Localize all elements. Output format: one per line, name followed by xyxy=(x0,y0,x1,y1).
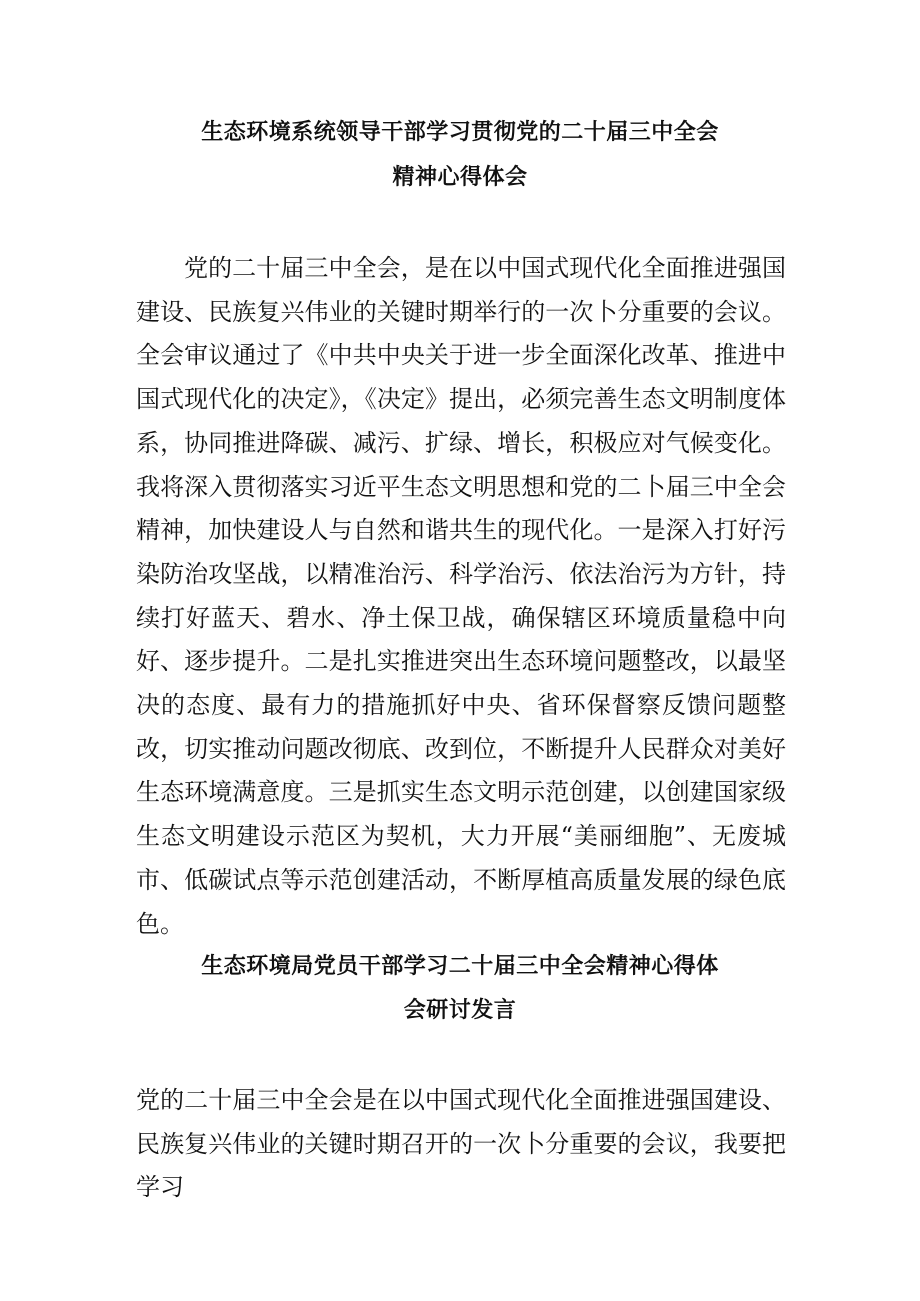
section2-title-line2: 会研讨发言 xyxy=(403,998,517,1023)
section2-title-line1: 生态环境局党员干部学习二十届三中全会精神心得体 xyxy=(201,954,719,979)
section2-paragraph: 党的二十届三中全会是在以中国式现代化全面推进强国建设、民族复兴伟业的关键时期召开的一次卜分重要的会议，我要把学习 xyxy=(136,1086,786,1202)
section1-title-line1: 生态环境系统领导干部学习贯彻党的二十届三中全会 xyxy=(201,120,719,145)
section1-title-line2: 精神心得体会 xyxy=(392,165,528,190)
section1-paragraph: 党的二十届三中全会，是在以中国式现代化全面推进强国建设、民族复兴伟业的关键时期举行的一次卜分重要的会议。全会审议通过了《中共中央关于进一步全面深化改革、推进中国式现代化的决定》，《决定》提出，必须完善生态文明制度体系，协同推进降碳、减污、扩绿、增长，积极应对气候变化。我将深入贯彻落实习近平生态文明思想和党的二卜届三中全会精神，加快建设人与自然和谐共生的现代化。一是深入打好污染防治攻坚战，以精准治污、科学治污、依法治污为方针，持续打好蓝天、碧水、净土保卫战，确保辖区环境质量稳中向好、逐步提升。二是扎实推进突出生态环境问题整改，以最坚决的态度、最有力的措施抓好中央、省环保督察反馈问题整改，切实推动问题改彻底、改到位，不断提升人民群众对美好生态环境满意度。三是抓实生态文明示范创建，以创建国家级生态文明建设示范区为契机，大力开展“美丽细胞”、无废城市、低碳试点等示范创建活动，不断厚植高质量发展的绿色底色。 xyxy=(136,254,786,938)
